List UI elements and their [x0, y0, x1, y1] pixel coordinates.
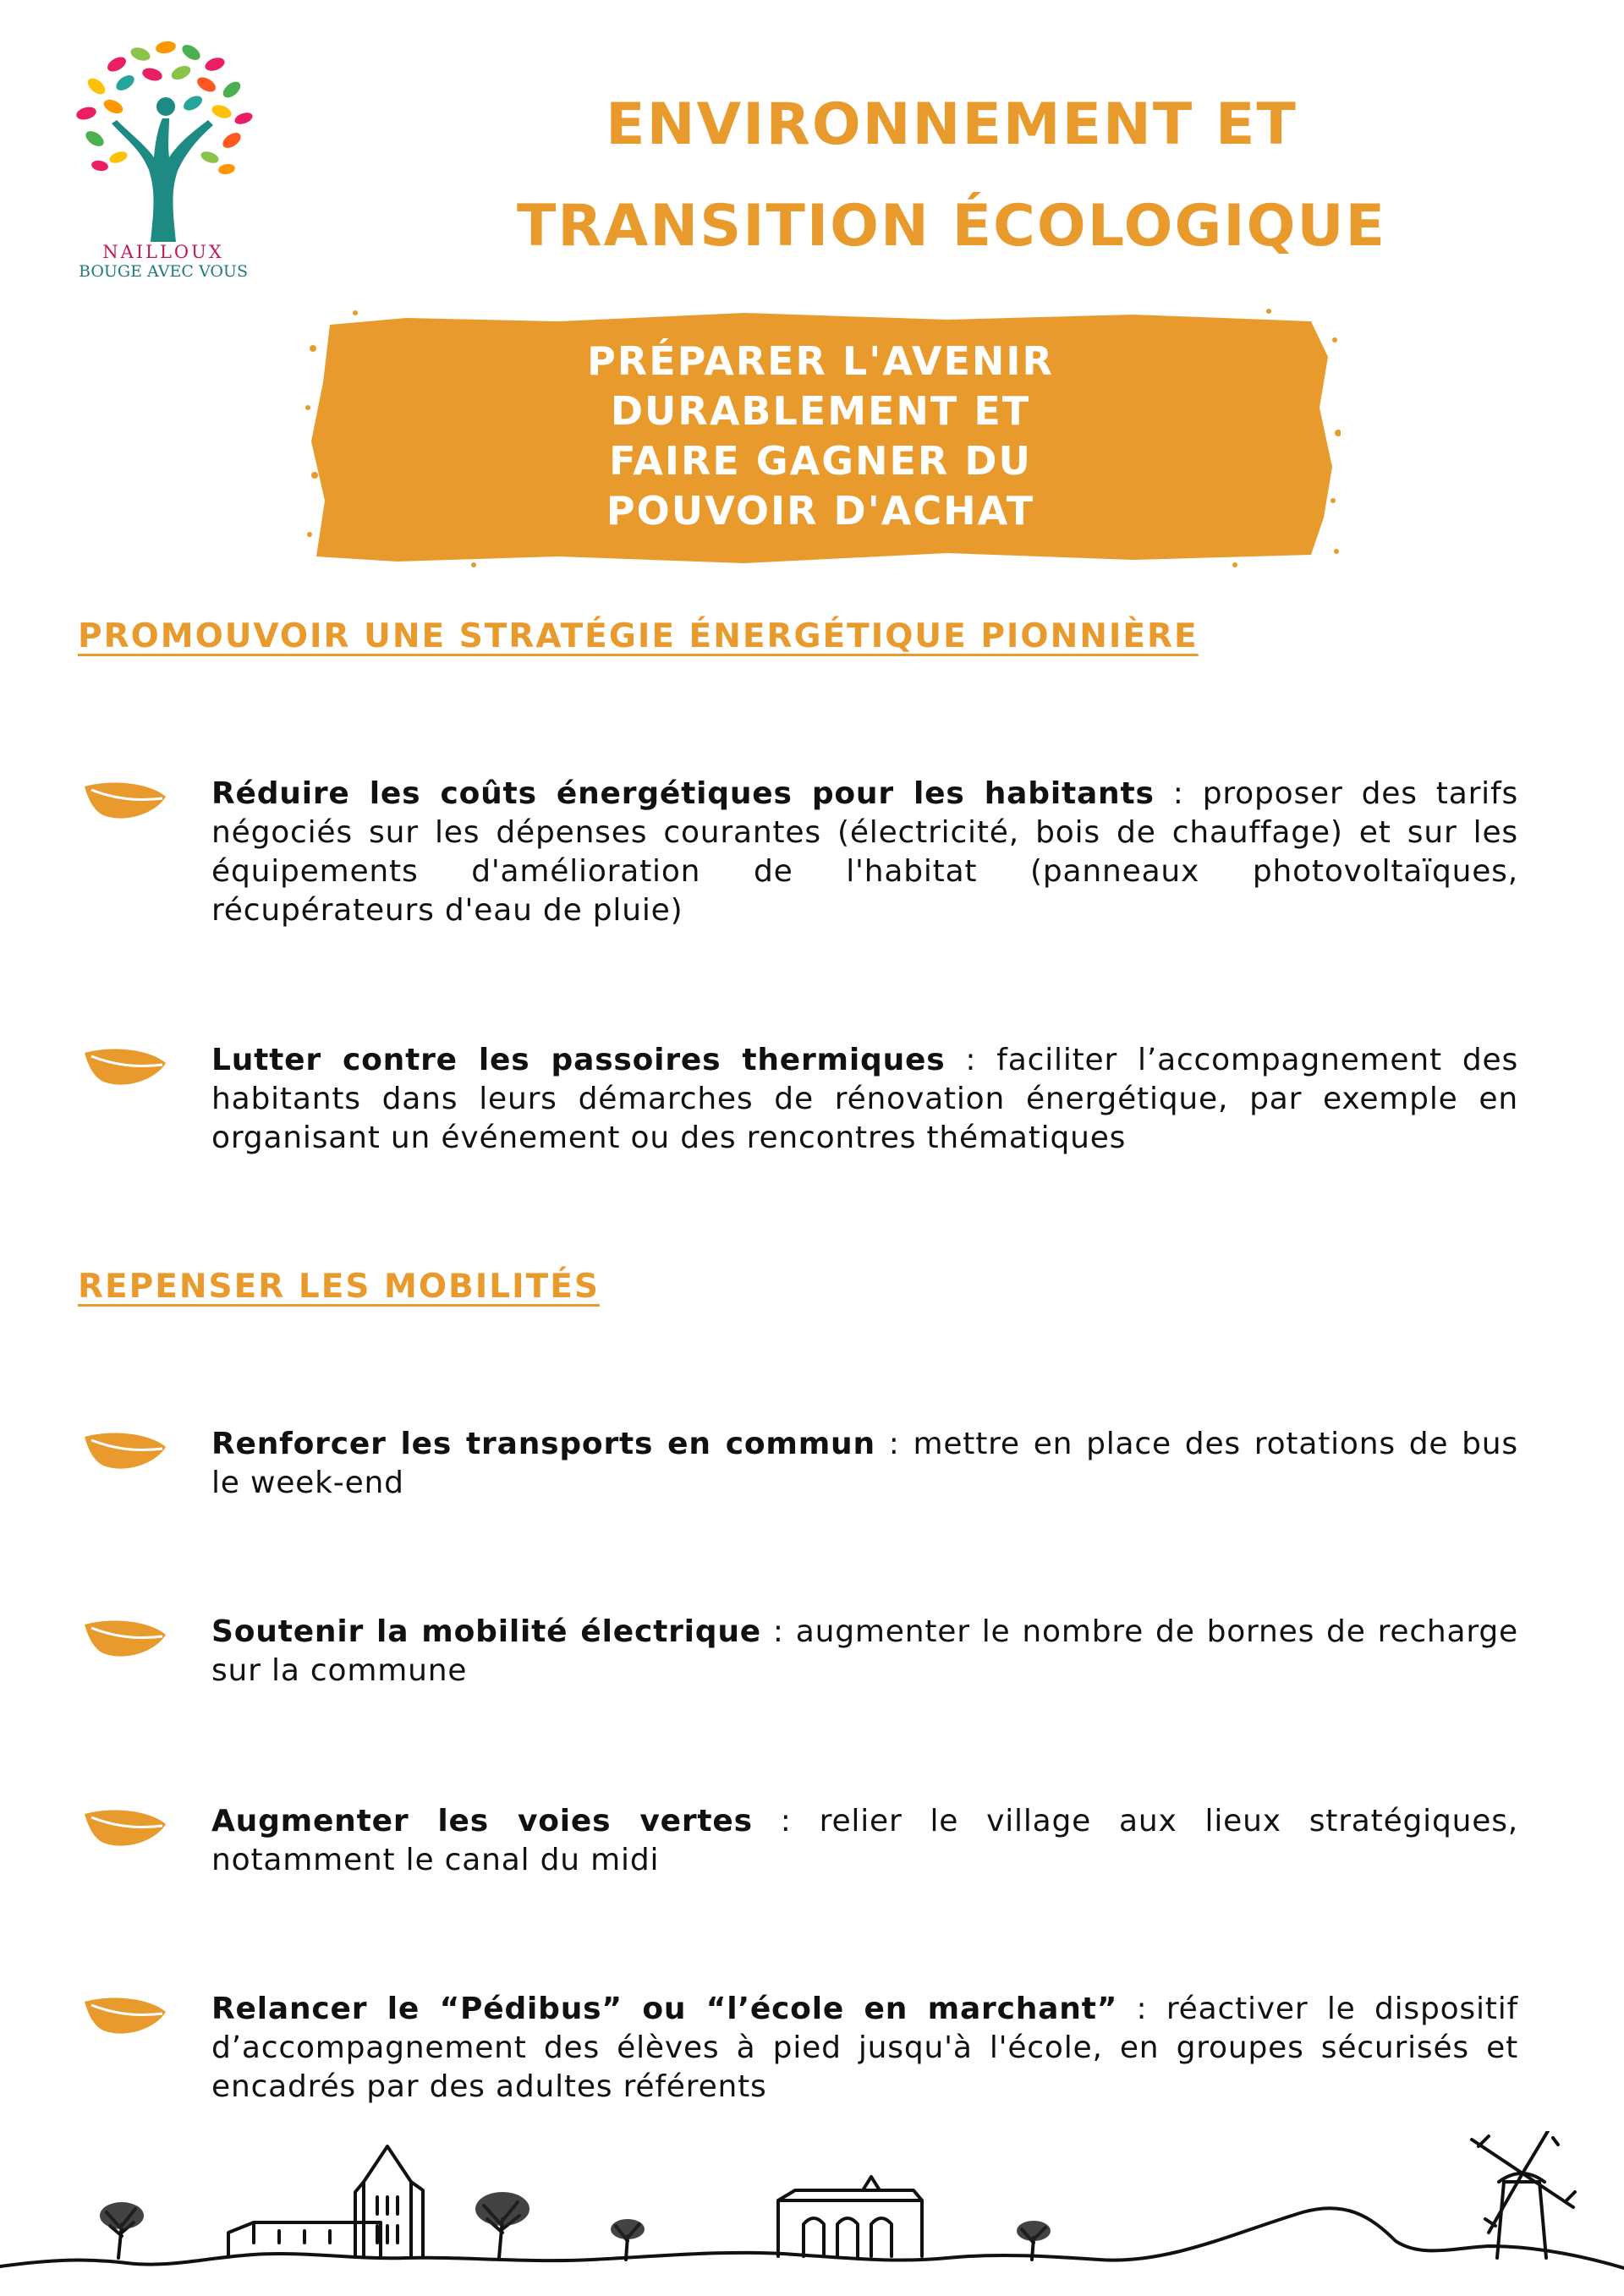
- section-title-energy: PROMOUVOIR UNE STRATÉGIE ÉNERGÉTIQUE PIONNIÈRE: [78, 617, 1199, 655]
- item-detail: : faciliter l’accompagnement des habitants dans leurs démarches de rénovation énergétique, par exemple en organisant un événement ou des rencontres thématiques: [211, 1043, 1518, 1155]
- item-bold: Augmenter les voies vertes: [211, 1804, 753, 1838]
- item-text: [211, 1425, 1518, 1503]
- leaf-icon: [83, 1428, 167, 1474]
- page-title-line: TRANSITION ÉCOLOGIQUE: [516, 193, 1387, 260]
- banner-line: POUVOIR D'ACHAT: [606, 488, 1035, 534]
- section-title-mobility: REPENSER LES MOBILITÉS: [78, 1268, 600, 1306]
- item-detail: : proposer des tarifs négociés sur les dépenses courantes (électricité, bois de chauffage) et sur les équipements d'amélioration de l'habitat (panneaux photovoltaïques, récupérateurs d'eau de pluie): [211, 776, 1519, 928]
- item-detail: : augmenter le nombre de bornes de recharge sur la commune: [211, 1614, 1518, 1688]
- banner-line: PRÉPARER L'AVENIR: [587, 338, 1054, 384]
- item-detail: : mettre en place des rotations de bus le week-end: [211, 1427, 1518, 1500]
- leaf-icon: [83, 1044, 167, 1090]
- item-bold: Réduire les coûts énergétiques pour les habitants: [211, 776, 1155, 811]
- item-bold: Relancer le “Pédibus” ou “l’école en marchant”: [211, 1992, 1118, 2026]
- leaf-icon: [83, 1616, 167, 1662]
- item-text: [211, 1041, 1518, 1158]
- leaf-icon: [83, 1993, 167, 2039]
- item-text: [211, 1613, 1518, 1690]
- item-text: [211, 775, 1518, 930]
- item-text: [211, 1990, 1518, 2107]
- logo-tagline: BOUGE AVEC VOUS: [79, 262, 248, 281]
- logo-name: NAILLOUX: [102, 242, 224, 262]
- item-text: [211, 1802, 1518, 1880]
- item-detail: : réactiver le dispositif d’accompagnement des élèves à pied jusqu'à l'école, en groupes sécurisés et encadrés par des adultes référents: [211, 1992, 1518, 2104]
- item-bold: Renforcer les transports en commun: [211, 1427, 875, 1461]
- item-detail: : relier le village aux lieux stratégiques, notamment le canal du midi: [211, 1804, 1519, 1877]
- item-bold: Soutenir la mobilité électrique: [211, 1614, 761, 1649]
- banner-text: [474, 337, 1167, 536]
- village-skyline-icon: [0, 2131, 1624, 2296]
- page-title: [474, 74, 1429, 277]
- page-title-line: ENVIRONNEMENT ET: [606, 91, 1298, 158]
- leaf-icon: [83, 1806, 167, 1851]
- banner-line: FAIRE GAGNER DU: [609, 438, 1032, 484]
- item-bold: Lutter contre les passoires thermiques: [211, 1043, 946, 1077]
- banner-line: DURABLEMENT ET: [610, 388, 1031, 434]
- leaf-icon: [83, 778, 167, 824]
